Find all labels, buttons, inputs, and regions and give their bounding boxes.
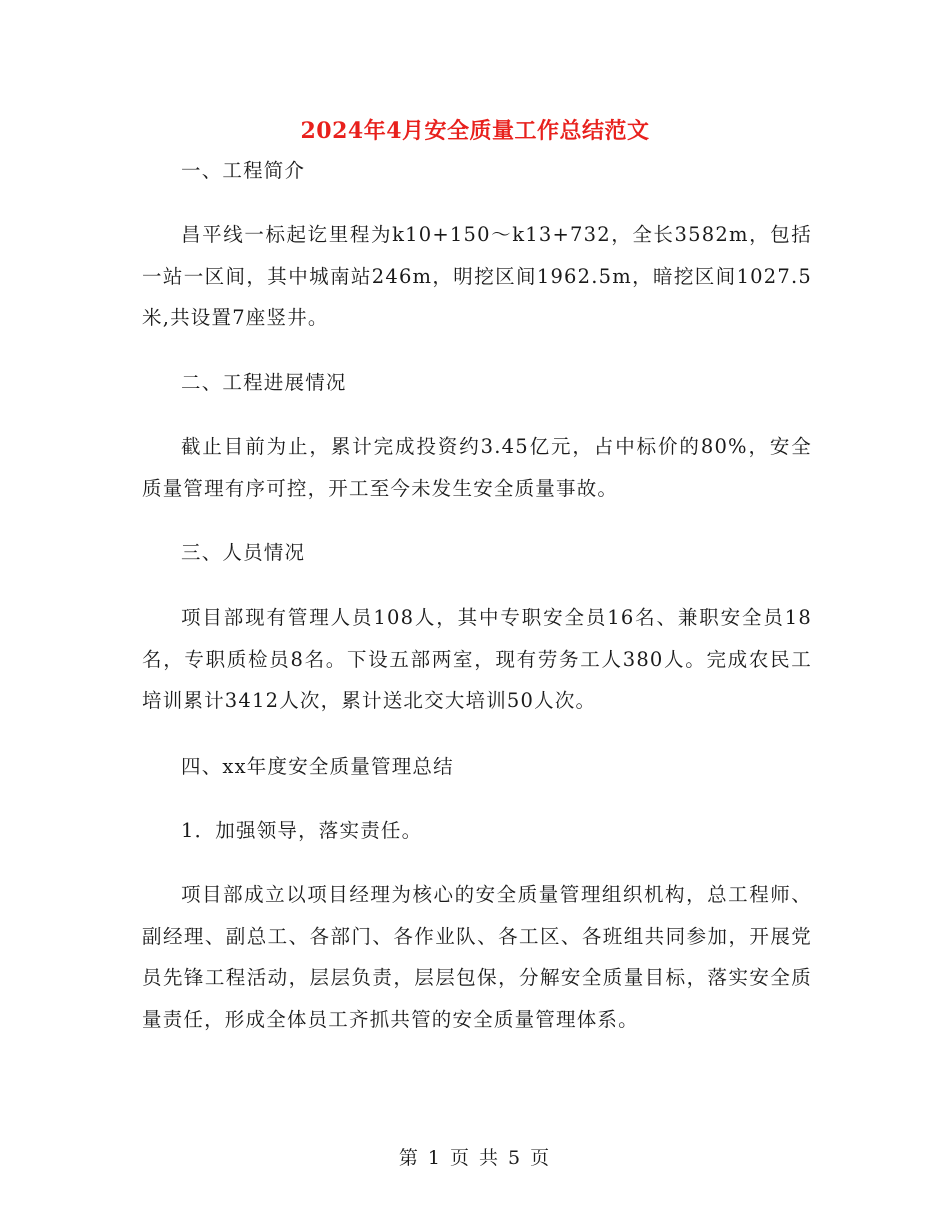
document-title: 2024年4月安全质量工作总结范文 [300, 118, 650, 144]
page-footer: 第 1 页 共 5 页 [398, 1147, 552, 1169]
section-heading-progress: 二、工程进展情况 [181, 371, 347, 394]
paragraph-progress: 截止目前为止，累计完成投资约3.45亿元，占中标价的80%，安全质量管理有序可控，开工至今未发生安全质量事故。 [142, 435, 812, 500]
paragraph-personnel: 项目部现有管理人员108人，其中专职安全员16名、兼职安全员18名，专职质检员8名。下设五部两室，现有劳务工人380人。完成农民工培训累计3412人次，累计送北交大培训50人次。 [142, 606, 812, 712]
paragraph-leadership: 项目部成立以项目经理为核心的安全质量管理组织机构，总工程师、副经理、副总工、各部门、各作业队、各工区、各班组共同参加，开展党员先锋工程活动，层层负责，层层包保，分解安全质量目标，落实安全质量责任，形成全体员工齐抓共管的安全质量管理体系。 [142, 883, 812, 1031]
subheading-leadership: 1．加强领导，落实责任。 [181, 819, 423, 842]
section-heading-project-intro: 一、工程简介 [181, 159, 306, 182]
section-heading-personnel: 三、人员情况 [181, 541, 306, 564]
section-heading-annual-summary: 四、xx年度安全质量管理总结 [181, 755, 454, 778]
paragraph-project-intro: 昌平线一标起讫里程为k10+150～k13+732，全长3582m，包括一站一区间，其中城南站246m，明挖区间1962.5m，暗挖区间1027.5米,共设置7座竖井。 [142, 223, 812, 329]
